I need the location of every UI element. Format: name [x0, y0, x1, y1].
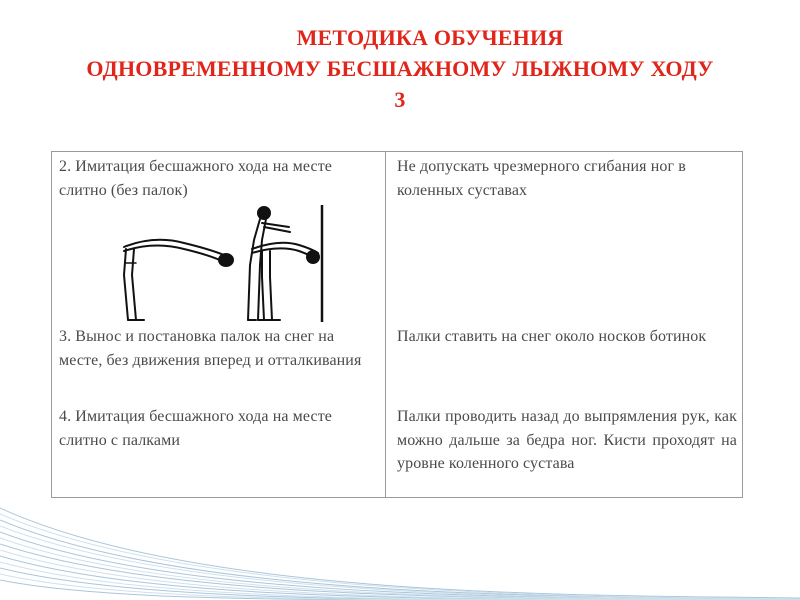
- skier-pose-bent-1: [124, 240, 233, 320]
- column-divider: [385, 152, 386, 497]
- decorative-stripes: [0, 500, 800, 600]
- skier-pose-bent-2: [252, 243, 319, 320]
- title-line-2: ОДНОВРЕМЕННОМУ БЕСШАЖНОМУ ЛЫЖНОМУ ХОДУ: [86, 56, 714, 81]
- slide-title: [0, 22, 800, 115]
- exercise-table: [51, 151, 743, 498]
- title-line-1: МЕТОДИКА ОБУЧЕНИЯ: [296, 25, 564, 50]
- row-2-exercise: 3. Вынос и постановка палок на снег на месте, без движения вперед и отталкивания: [59, 328, 362, 369]
- row-3-exercise: 4. Имитация бесшажного хода на месте слитно с палками: [59, 408, 333, 449]
- row-1-exercise: 2. Имитация бесшажного хода на месте слитно (без палок): [59, 158, 333, 199]
- title-line-3: 3: [394, 87, 406, 112]
- row-1-instruction: Не допускать чрезмерного сгибания ног в коленных суставах: [397, 158, 686, 199]
- row-2-instruction: Палки ставить на снег около носков ботинок: [397, 328, 707, 345]
- skier-poses-illustration: [114, 205, 324, 322]
- row-3-instruction: Палки проводить назад до выпрямления рук, как можно дальше за бедра ног. Кисти проходят на уровне коленного сустава: [397, 408, 737, 472]
